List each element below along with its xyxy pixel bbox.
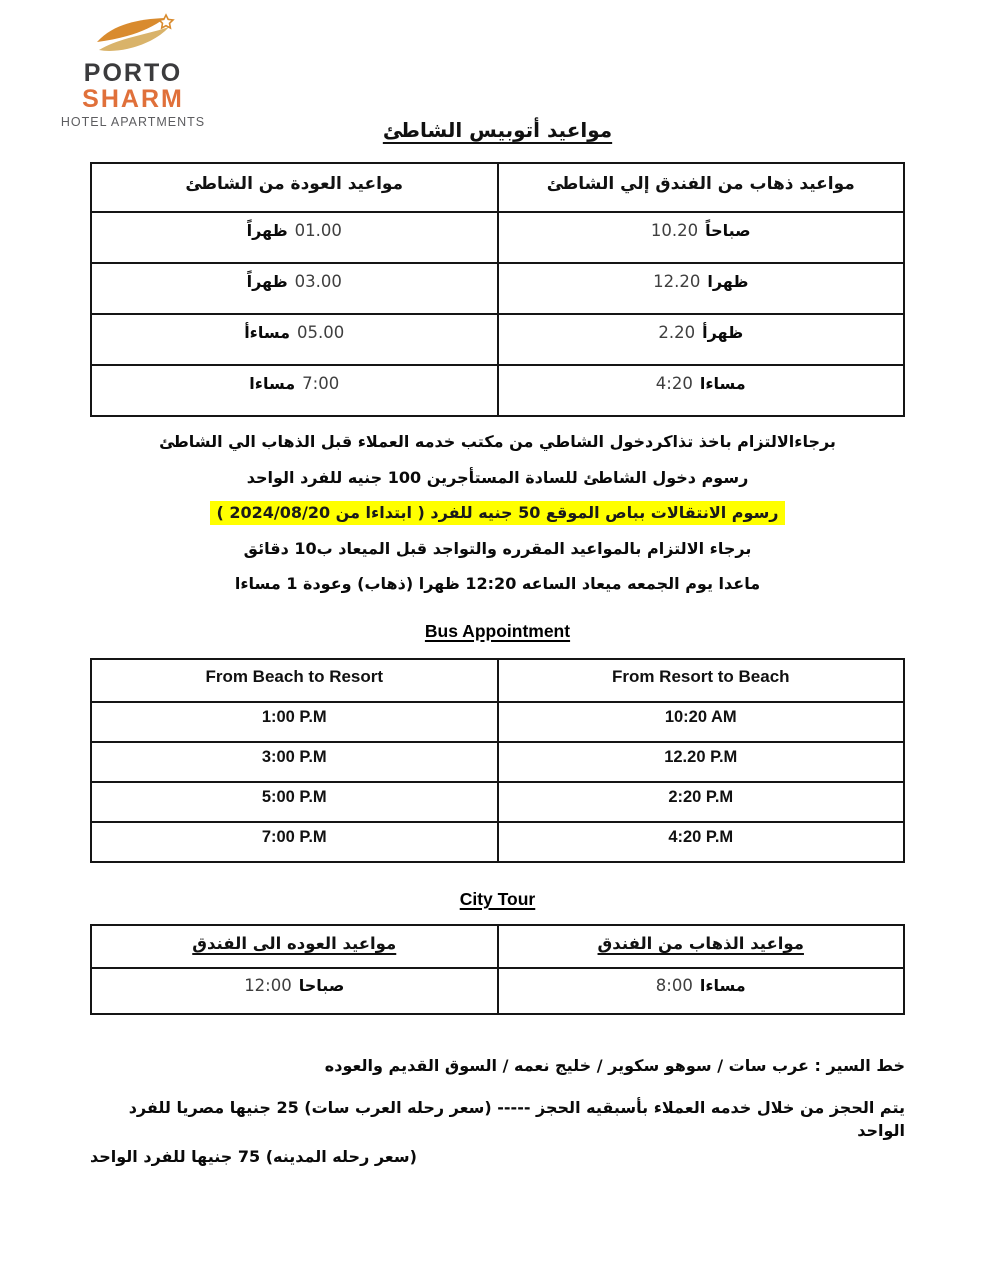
time-value: 03.00	[294, 272, 342, 291]
go-time-cell	[498, 365, 905, 416]
period-label: ظهرا	[707, 272, 749, 291]
return-to-hotel-time	[91, 968, 498, 1014]
time-value: 8:00	[655, 976, 693, 996]
table-row	[91, 365, 904, 416]
city-tour-heading	[90, 889, 905, 910]
footer-notes	[90, 1055, 905, 1169]
time-value: 01.00	[294, 221, 342, 240]
page-title-text: مواعيد أتوبيس الشاطئ	[382, 118, 613, 142]
table-header-row	[91, 659, 904, 702]
booking-instructions: يتم الحجز من خلال خدمه العملاء بأسبقيه الحجز ----- (سعر رحله العرب سات) 25 جنيها مصريا للفرد الواحد	[128, 1098, 905, 1140]
period-label: مساءا	[249, 374, 296, 393]
table-header-row	[91, 925, 904, 968]
table-row	[91, 702, 904, 742]
note-beach-tickets: برجاءالالتزام باخذ تذاكردخول الشاطي من مكتب خدمه العملاء قبل الذهاب الي الشاطئ	[159, 432, 836, 451]
resort-to-beach-time: 10:20 AM	[498, 702, 905, 742]
period-label: ظهراً	[246, 221, 288, 240]
go-time-cell	[498, 314, 905, 365]
table-row	[91, 263, 904, 314]
table-row	[91, 314, 904, 365]
beach-to-resort-time: 7:00 P.M	[91, 822, 498, 862]
header-depart-from-hotel-text: مواعيد الذهاب من الفندق	[597, 933, 804, 953]
time-value: 05.00	[297, 323, 345, 342]
header-return-to-hotel	[91, 925, 498, 968]
beach-to-resort-time: 5:00 P.M	[91, 782, 498, 822]
return-time-cell	[91, 314, 498, 365]
bus-appointment-heading	[90, 621, 905, 642]
time-value: 7:00	[302, 374, 340, 393]
beach-bus-schedule-table	[90, 162, 905, 417]
period-label: مساءأ	[244, 323, 291, 342]
resort-to-beach-time: 4:20 P.M	[498, 822, 905, 862]
go-time-cell	[498, 263, 905, 314]
table-row	[91, 822, 904, 862]
time-value: 2.20	[658, 323, 696, 342]
resort-to-beach-time: 12.20 P.M	[498, 742, 905, 782]
logo-name-sharm: SHARM	[82, 85, 184, 114]
table-header-row	[91, 163, 904, 212]
city-tour-table	[90, 924, 905, 1015]
period-label: مساءا	[699, 976, 746, 996]
header-resort-to-beach: From Resort to Beach	[498, 659, 905, 702]
time-value: 4:20	[655, 374, 693, 393]
hotel-logo	[58, 12, 208, 129]
header-return-to-hotel-text: مواعيد العوده الى الفندق	[192, 933, 397, 953]
go-time-cell	[498, 212, 905, 263]
note-friday-exception: ماعدا يوم الجمعه ميعاد الساعه 12:20 ظهرا (ذهاب) وعودة 1 مساءا	[234, 574, 761, 594]
header-hotel-to-beach: مواعيد ذهاب من الفندق إلي الشاطئ	[498, 163, 905, 212]
table-row	[91, 968, 904, 1014]
city-tour-heading-text: City Tour	[459, 888, 536, 909]
period-label: مساءا	[699, 374, 746, 393]
bus-appointment-heading-text: Bus Appointment	[424, 620, 571, 641]
header-return-from-beach: مواعيد العودة من الشاطئ	[91, 163, 498, 212]
period-label: صباحا	[298, 976, 345, 996]
period-label: ظهرأ	[702, 323, 744, 342]
logo-name-porto: PORTO	[83, 59, 183, 87]
period-label: ظهراً	[246, 272, 288, 291]
logo-subtitle: HOTEL APARTMENTS	[60, 114, 206, 129]
page-title	[90, 0, 905, 142]
header-beach-to-resort: From Beach to Resort	[91, 659, 498, 702]
note-beach-fee: رسوم دخول الشاطئ للسادة المستأجرين 100 جنيه للفرد الواحد	[246, 467, 749, 487]
beach-to-resort-time: 3:00 P.M	[91, 742, 498, 782]
depart-from-hotel-time	[498, 968, 905, 1014]
beach-to-resort-time: 1:00 P.M	[91, 702, 498, 742]
note-be-on-time: برجاء الالتزام بالمواعيد المقرره والتواجد قبل الميعاد ب10 دقائق	[243, 538, 752, 558]
period-label: صباحاً	[705, 221, 751, 240]
note-transfer-fee-highlighted	[90, 502, 905, 524]
resort-to-beach-time: 2:20 P.M	[498, 782, 905, 822]
route-description: خط السير : عرب سات / سوهو سكوير / خليج نعمه / السوق القديم والعوده	[324, 1055, 905, 1075]
logo-swoosh-icon	[87, 12, 179, 58]
return-time-cell	[91, 212, 498, 263]
highlighted-text: رسوم الانتقالات بباص الموقع 50 جنيه للفرد ( ابتداءا من 2024/08/20 )	[210, 501, 784, 525]
return-time-cell	[91, 365, 498, 416]
table-row	[91, 742, 904, 782]
return-time-cell	[91, 263, 498, 314]
bus-appointment-table	[90, 658, 905, 863]
city-trip-price: (سعر رحله المدينه) 75 جنيها للفرد الواحد	[90, 1147, 417, 1167]
notes-section	[90, 431, 905, 595]
table-row	[91, 782, 904, 822]
table-row	[91, 212, 904, 263]
time-value: 12:00	[244, 976, 292, 996]
header-depart-from-hotel	[498, 925, 905, 968]
time-value: 10.20	[650, 221, 699, 240]
time-value: 12.20	[653, 272, 701, 291]
